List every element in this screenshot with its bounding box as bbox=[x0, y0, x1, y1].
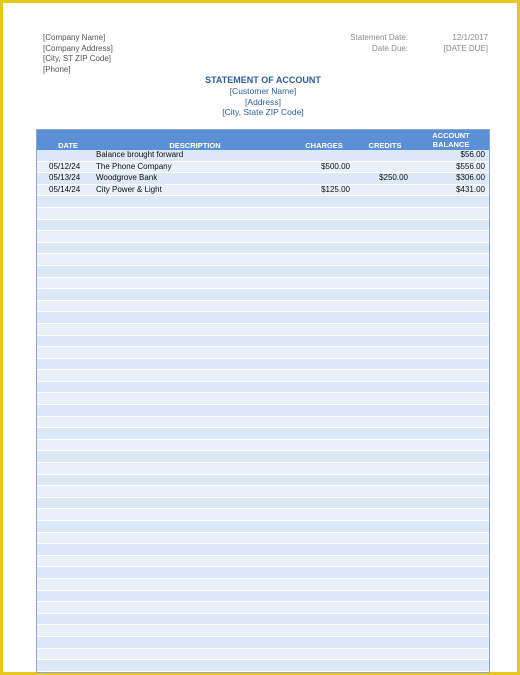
table-row[interactable] bbox=[37, 254, 489, 266]
table-row[interactable] bbox=[37, 196, 489, 208]
cell-description: Woodgrove Bank bbox=[96, 173, 158, 183]
table-row[interactable] bbox=[37, 509, 489, 521]
date-due-label: Date Due: bbox=[371, 43, 408, 53]
table-row[interactable] bbox=[37, 324, 489, 336]
cell-credits: $250.00 bbox=[379, 173, 408, 183]
cell-balance: $431.00 bbox=[456, 184, 485, 194]
statement-date-value: 12/1/2017 bbox=[452, 33, 488, 42]
customer-city: [City, State ZIP Code] bbox=[222, 107, 304, 117]
cell-balance: $306.00 bbox=[456, 173, 485, 183]
column-header-credits: CREDITS bbox=[368, 141, 402, 150]
table-row[interactable] bbox=[37, 278, 489, 290]
page-title: STATEMENT OF ACCOUNT bbox=[205, 75, 321, 85]
table-row[interactable] bbox=[37, 579, 489, 591]
table-row[interactable] bbox=[37, 405, 489, 417]
company-phone: [Phone] bbox=[43, 64, 71, 74]
table-row[interactable] bbox=[37, 602, 489, 614]
column-header-balance bbox=[425, 131, 477, 149]
table-row[interactable] bbox=[37, 614, 489, 626]
table-row[interactable] bbox=[37, 370, 489, 382]
table-row[interactable] bbox=[37, 150, 489, 162]
table-row[interactable] bbox=[37, 660, 489, 672]
customer-name: [Customer Name] bbox=[229, 86, 297, 96]
company-city: [City, ST ZIP Code] bbox=[43, 54, 112, 63]
table-row[interactable] bbox=[37, 591, 489, 603]
table-row[interactable] bbox=[37, 266, 489, 278]
balance-header-line1: ACCOUNT bbox=[432, 131, 470, 140]
cell-description: Balance brought forward bbox=[96, 150, 184, 159]
table-row[interactable] bbox=[37, 289, 489, 301]
table-row[interactable] bbox=[37, 359, 489, 371]
company-name: [Company Name] bbox=[43, 33, 106, 42]
company-address: [Company Address] bbox=[43, 43, 113, 53]
table-row[interactable] bbox=[37, 417, 489, 429]
customer-address: [Address] bbox=[245, 96, 281, 107]
statement-table bbox=[36, 129, 490, 673]
table-row[interactable] bbox=[37, 162, 489, 174]
column-header-description: DESCRIPTION bbox=[169, 141, 221, 150]
table-row[interactable] bbox=[37, 533, 489, 545]
table-row[interactable] bbox=[37, 440, 489, 452]
table-row[interactable] bbox=[37, 231, 489, 243]
statement-meta bbox=[348, 33, 488, 54]
table-header bbox=[37, 130, 489, 150]
column-header-charges: CHARGES bbox=[305, 141, 343, 150]
table-row[interactable] bbox=[37, 637, 489, 649]
table-row[interactable] bbox=[37, 544, 489, 556]
table-row[interactable] bbox=[37, 312, 489, 324]
statement-date-label: Statement Date: bbox=[350, 33, 408, 42]
cell-date: 05/13/24 bbox=[49, 173, 81, 183]
table-row[interactable] bbox=[37, 556, 489, 568]
table-row[interactable] bbox=[37, 649, 489, 661]
table-body bbox=[37, 150, 489, 672]
cell-description: The Phone Company bbox=[96, 161, 172, 171]
company-info bbox=[43, 33, 113, 75]
cell-description: City Power & Light bbox=[96, 184, 162, 194]
date-due-value: [DATE DUE] bbox=[443, 43, 488, 53]
table-row[interactable] bbox=[37, 498, 489, 510]
column-header-date: DATE bbox=[58, 141, 78, 150]
table-row[interactable] bbox=[37, 451, 489, 463]
cell-charges: $500.00 bbox=[321, 161, 350, 171]
table-row[interactable] bbox=[37, 521, 489, 533]
table-row[interactable] bbox=[37, 567, 489, 579]
table-row[interactable] bbox=[37, 393, 489, 405]
cell-date: 05/14/24 bbox=[49, 184, 81, 194]
table-row[interactable] bbox=[37, 347, 489, 359]
cell-balance: $556.00 bbox=[456, 161, 485, 171]
title-block bbox=[3, 75, 520, 118]
table-row[interactable] bbox=[37, 243, 489, 255]
table-row[interactable] bbox=[37, 220, 489, 232]
cell-charges: $125.00 bbox=[321, 184, 350, 194]
table-row[interactable] bbox=[37, 173, 489, 185]
table-row[interactable] bbox=[37, 382, 489, 394]
table-row[interactable] bbox=[37, 208, 489, 220]
table-row[interactable] bbox=[37, 475, 489, 487]
table-row[interactable] bbox=[37, 336, 489, 348]
table-row[interactable] bbox=[37, 301, 489, 313]
table-row[interactable] bbox=[37, 486, 489, 498]
cell-date: 05/12/24 bbox=[49, 161, 81, 171]
table-row[interactable] bbox=[37, 625, 489, 637]
table-row[interactable] bbox=[37, 428, 489, 440]
balance-header-line2: BALANCE bbox=[432, 140, 470, 149]
cell-balance: $56.00 bbox=[460, 150, 485, 159]
table-row[interactable] bbox=[37, 463, 489, 475]
table-row[interactable] bbox=[37, 185, 489, 197]
